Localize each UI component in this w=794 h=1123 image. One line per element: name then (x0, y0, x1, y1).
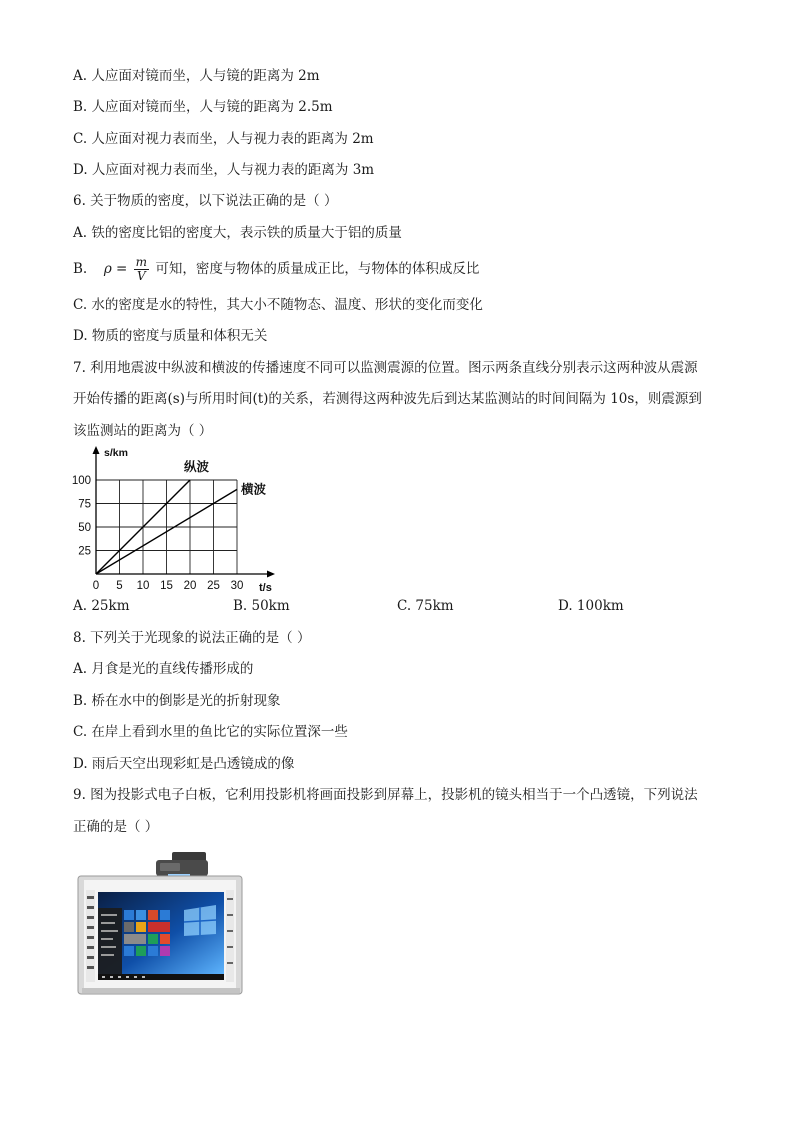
y-tick-label: 25 (78, 545, 91, 558)
q6-option-b (73, 252, 479, 286)
q6-option-b-formula-lhs: ρ = (103, 261, 128, 277)
q7-stem-line-1: 7. 利用地震波中纵波和横波的传播速度不同可以监测震源的位置。图示两条直线分别表示这两种波从震源 (73, 360, 698, 376)
q9-stem-line-1: 9. 图为投影式电子白板，它利用投影机将画面投影到屏幕上，投影机的镜头相当于一个凸透镜，下列说法 (73, 787, 698, 803)
q5-option-b: B. 人应面对镜而坐，人与镜的距离为 2.5m (73, 99, 333, 115)
y-axis-label: s/km (104, 447, 128, 459)
projection-whiteboard-image (76, 850, 246, 996)
x-tick-label: 25 (207, 580, 220, 592)
q6-option-b-text: 可知，密度与物体的质量成正比，与物体的体积成反比 (155, 261, 480, 277)
seismic-wave-chart (60, 440, 290, 592)
q7-stem-line-2: 开始传播的距离(s)与所用时间(t)的关系，若测得这两种波先后到达某监测站的时间间隔为 10s，则震源到 (73, 391, 702, 407)
x-tick-label: 0 (92, 580, 100, 592)
x-tick-label: 5 (116, 580, 123, 592)
q6-option-d: D. 物质的密度与质量和体积无关 (73, 328, 268, 344)
q6-option-b-fraction (134, 256, 149, 283)
taskbar (98, 974, 224, 980)
x-tick-label: 10 (136, 580, 150, 592)
q5-option-d: D. 人应面对视力表而坐，人与视力表的距离为 3m (73, 162, 375, 178)
series-label: 横波 (241, 482, 267, 497)
q8-option-a: A. 月食是光的直线传播形成的 (73, 661, 254, 677)
x-tick-label: 20 (183, 580, 197, 592)
q9-stem-line-2: 正确的是（ ） (73, 819, 159, 835)
q6-option-b-label: B. (73, 261, 88, 277)
q8-option-c: C. 在岸上看到水里的鱼比它的实际位置深一些 (73, 724, 348, 740)
y-tick-label: 75 (78, 498, 91, 511)
x-tick-label: 15 (160, 580, 173, 592)
fraction-denominator: V (137, 269, 146, 283)
x-axis-arrow-icon (267, 571, 275, 578)
series-label: 纵波 (184, 460, 210, 474)
q7-option-d: D. 100km (558, 598, 624, 614)
q7-stem-line-3: 该监测站的距离为（ ） (73, 423, 213, 439)
q5-option-a: A. 人应面对镜而坐，人与镜的距离为 2m (73, 68, 320, 84)
whiteboard-tray (82, 988, 240, 993)
q8-option-d: D. 雨后天空出现彩虹是凸透镜成的像 (73, 756, 295, 772)
y-tick-label: 100 (71, 475, 91, 487)
q7-options (73, 598, 733, 616)
q7-option-c: C. 75km (397, 598, 454, 614)
toolbar-right (226, 890, 234, 982)
q7-option-b: B. 50km (233, 598, 290, 614)
q5-option-c: C. 人应面对视力表而坐，人与视力表的距离为 2m (73, 131, 374, 147)
q7-option-a: A. 25km (73, 598, 130, 614)
q8-option-b: B. 桥在水中的倒影是光的折射现象 (73, 693, 281, 709)
start-menu-list (98, 908, 122, 974)
y-tick-label: 50 (78, 522, 91, 534)
x-axis-label: t/s (259, 582, 272, 592)
x-tick-label: 30 (230, 580, 244, 592)
q8-stem: 8. 下列关于光现象的说法正确的是（ ） (73, 630, 311, 646)
q6-stem: 6. 关于物质的密度，以下说法正确的是（ ） (73, 193, 338, 209)
fraction-numerator: m (135, 255, 148, 269)
q6-option-c: C. 水的密度是水的特性，其大小不随物态、温度、形状的变化而变化 (73, 297, 483, 313)
y-axis-arrow-icon (93, 446, 100, 454)
q6-option-a: A. 铁的密度比铝的密度大，表示铁的质量大于铝的质量 (73, 225, 402, 241)
